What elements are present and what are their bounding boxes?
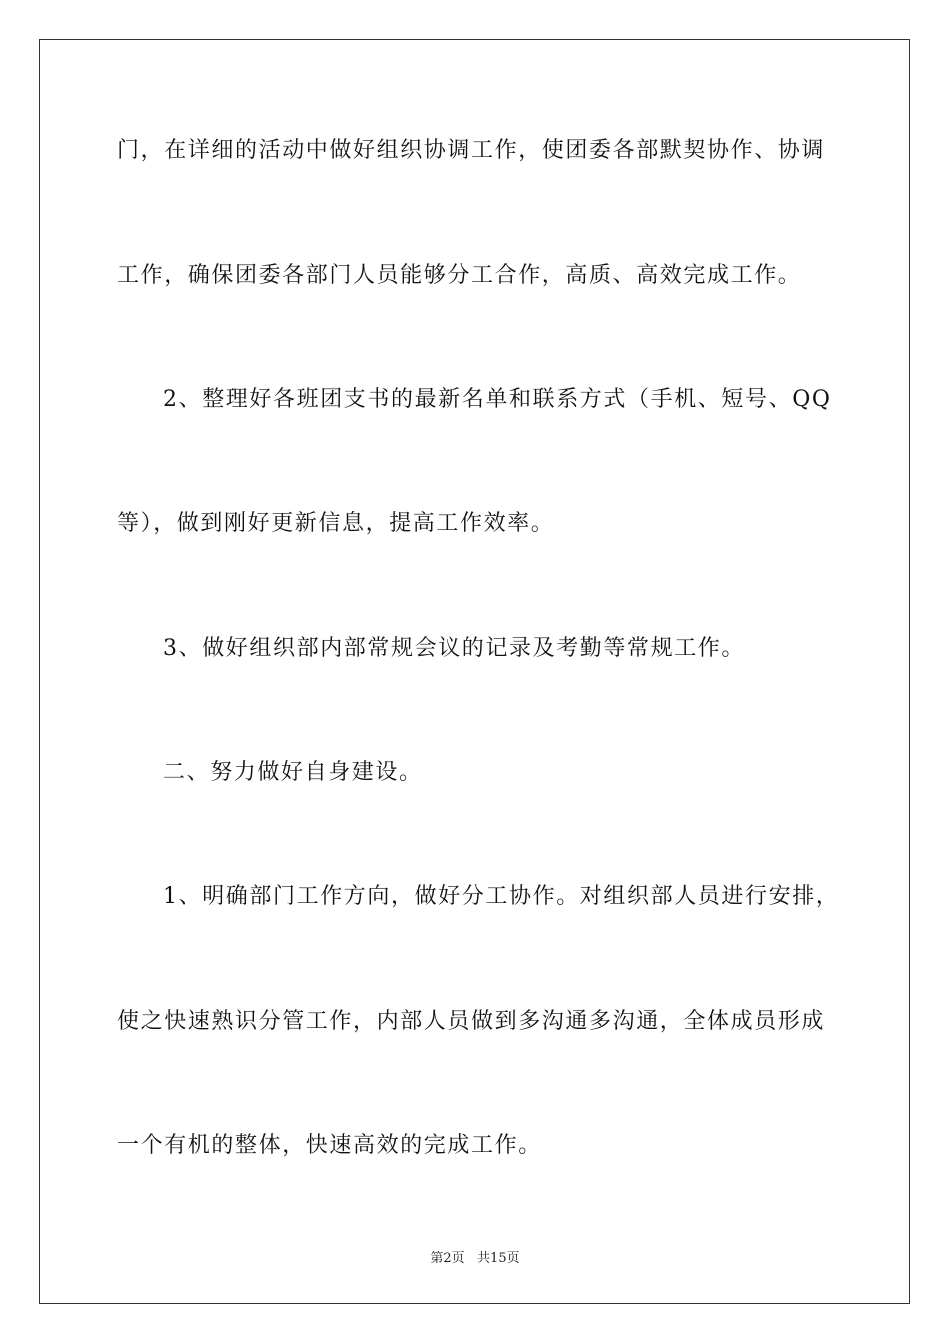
body-text-line: 门，在详细的活动中做好组织协调工作，使团委各部默契协作、协调 bbox=[117, 138, 826, 163]
body-text-line: 使之快速熟识分管工作，内部人员做到多沟通多沟通，全体成员形成 bbox=[117, 1009, 826, 1034]
body-text-line: 一个有机的整体，快速高效的完成工作。 bbox=[117, 1133, 542, 1158]
list-item-text: 1、明确部门工作方向，做好分工协作。对组织部人员进行安排， bbox=[163, 884, 840, 909]
page-frame bbox=[39, 39, 910, 1304]
body-text-line: 工作，确保团委各部门人员能够分工合作，高质、高效完成工作。 bbox=[117, 263, 802, 288]
list-item-text: 3、做好组织部内部常规会议的记录及考勤等常规工作。 bbox=[163, 636, 745, 661]
section-heading: 二、努力做好自身建设。 bbox=[163, 760, 423, 785]
page-number-footer: 第2页 共15页 bbox=[430, 1251, 520, 1266]
body-text-line: 等），做到刚好更新信息，提高工作效率。 bbox=[117, 511, 555, 536]
list-item-text: 2、整理好各班团支书的最新名单和联系方式（手机、短号、QQ bbox=[163, 387, 832, 412]
